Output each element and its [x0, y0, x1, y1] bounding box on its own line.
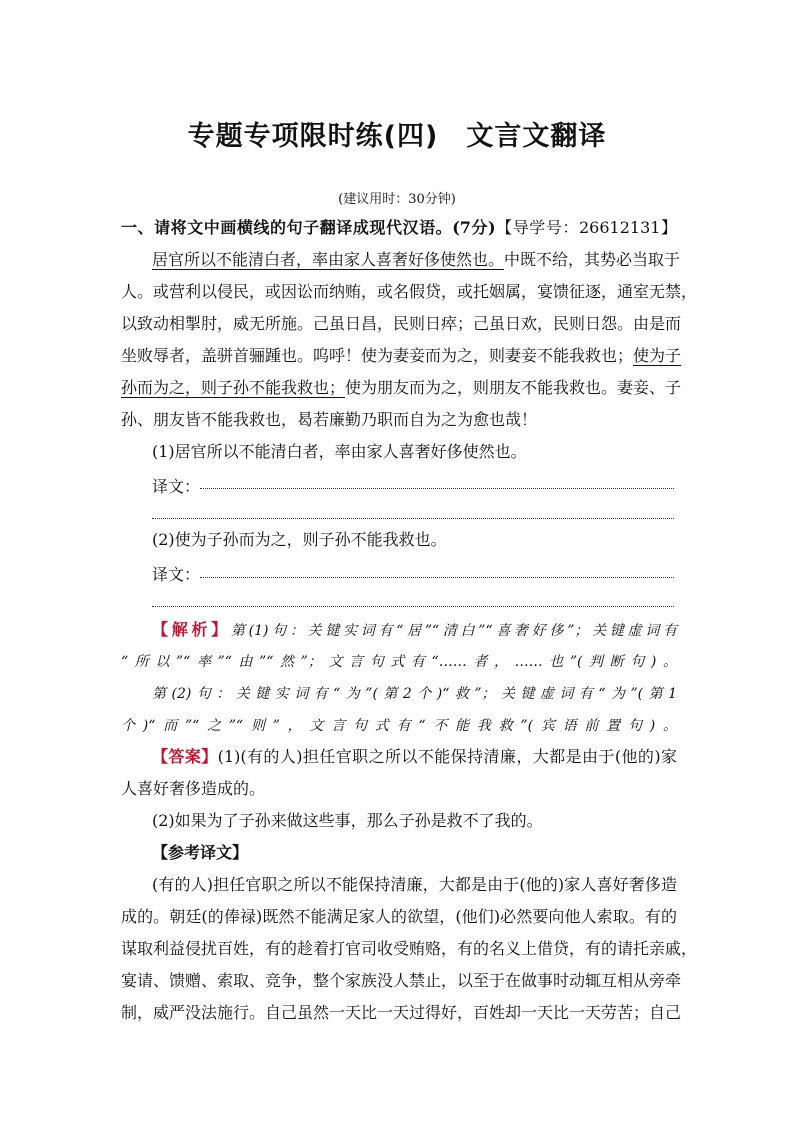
- answer-line-2a: [200, 577, 674, 578]
- analysis-line-1: [152, 620, 677, 641]
- passage-line-3: 以致动相掣肘，威无所施。己虽日昌，民则日瘁；己虽日欢，民则日怨。由是而: [121, 314, 682, 333]
- reference-line-3: 谋取利益侵扰百姓，有的趁着打官司收受贿赂，有的名义上借贷，有的请托亲戚，: [121, 939, 698, 958]
- underlined-sentence-2a: 使为子: [633, 346, 682, 365]
- answer-text: (1)(有的人)担任官职之所以不能保持清廉，大都是由于(他的)家: [217, 747, 677, 766]
- translation-label-1: 译文：: [152, 477, 201, 496]
- analysis-line-3: 第(2)句：关键实词有“为”(第2个)“救”；关键虚词有“为”(第1: [152, 686, 677, 702]
- passage-text: 坐败辱者，盖骈首骊踵也。呜呼！使为妻妾而为之，则妻妾不能我救也；: [121, 346, 634, 365]
- reference-tag: 【参考译文】: [152, 843, 249, 862]
- reference-line-5: 制，威严没法施行。自己虽然一天比一天过得好，百姓却一天比一天劳苦；自己: [121, 1003, 682, 1022]
- answer-line-2b: [152, 606, 674, 607]
- analysis-text: 第(1)句：关键实词有“居”“清白”“喜奢好侈”；关键虚词有: [230, 623, 677, 639]
- question-heading: 一、请将文中画横线的句子翻译成现代汉语。(7分): [121, 218, 496, 237]
- suggested-time: (建议用时：30分钟): [338, 192, 456, 207]
- question-heading-line: [121, 218, 677, 238]
- passage-text: 中既不给，其势必当取于: [504, 250, 681, 269]
- passage-line-6: 孙、朋友皆不能我救也，曷若廉勤乃职而自为之为愈也哉！: [121, 410, 538, 429]
- analysis-line-2: “所以”“率”“由”“然”；文言句式有“……者，……也”(判断句)。: [121, 654, 677, 670]
- answer-line-2: 人喜好奢侈造成的。: [121, 779, 266, 798]
- reference-line-2: 成的。朝廷(的俸禄)既然不能满足家人的欲望，(他们)必然要向他人索取。有的: [121, 907, 677, 926]
- passage-line-5: [121, 378, 682, 398]
- translation-label-2: 译文：: [152, 565, 201, 584]
- answer-line-1b: [152, 518, 674, 519]
- reference-line-4: 宴请、馈赠、索取、竞争，整个家族没人禁止，以至于在做事时动辄互相从旁牵: [121, 971, 682, 990]
- passage-line-1: [152, 250, 681, 270]
- passage-text: 使为朋友而为之，则朋友不能我救也。妻妾、子: [345, 378, 682, 397]
- answer-line-1a: [200, 488, 674, 489]
- sub-question-1: (1)居官所以不能清白者，率由家人喜奢好侈使然也。: [152, 442, 527, 461]
- sub-question-2: (2)使为子孙而为之，则子孙不能我救也。: [152, 530, 447, 549]
- page-title: 专题专项限时练(四) 文言文翻译: [187, 121, 607, 152]
- answer-line-1: [152, 747, 677, 767]
- answer-line-3: (2)如果为了子孙来做这些事，那么子孙是救不了我的。: [152, 811, 543, 830]
- underlined-sentence-2b: 孙而为之，则子孙不能我救也；: [121, 378, 346, 397]
- reference-line-1: (有的人)担任官职之所以不能保持清廉，大都是由于(他的)家人喜好奢侈造: [152, 875, 677, 894]
- passage-line-4: [121, 346, 682, 366]
- answer-tag: 【答案】: [152, 747, 218, 766]
- analysis-tag: 【解析】: [152, 620, 231, 639]
- passage-line-2: 人。或营利以侵民，或因讼而纳贿，或名假贷，或托姻属，宴馈征逐，通室无禁，: [121, 282, 698, 301]
- underlined-sentence-1: 居官所以不能清白者，率由家人喜奢好侈使然也。: [152, 250, 505, 269]
- analysis-line-4: 个)“而”“之”“则”，文言句式有“不能我救”(宾语前置句)。: [121, 718, 677, 734]
- ref-code: 【导学号：26612131】: [495, 218, 677, 237]
